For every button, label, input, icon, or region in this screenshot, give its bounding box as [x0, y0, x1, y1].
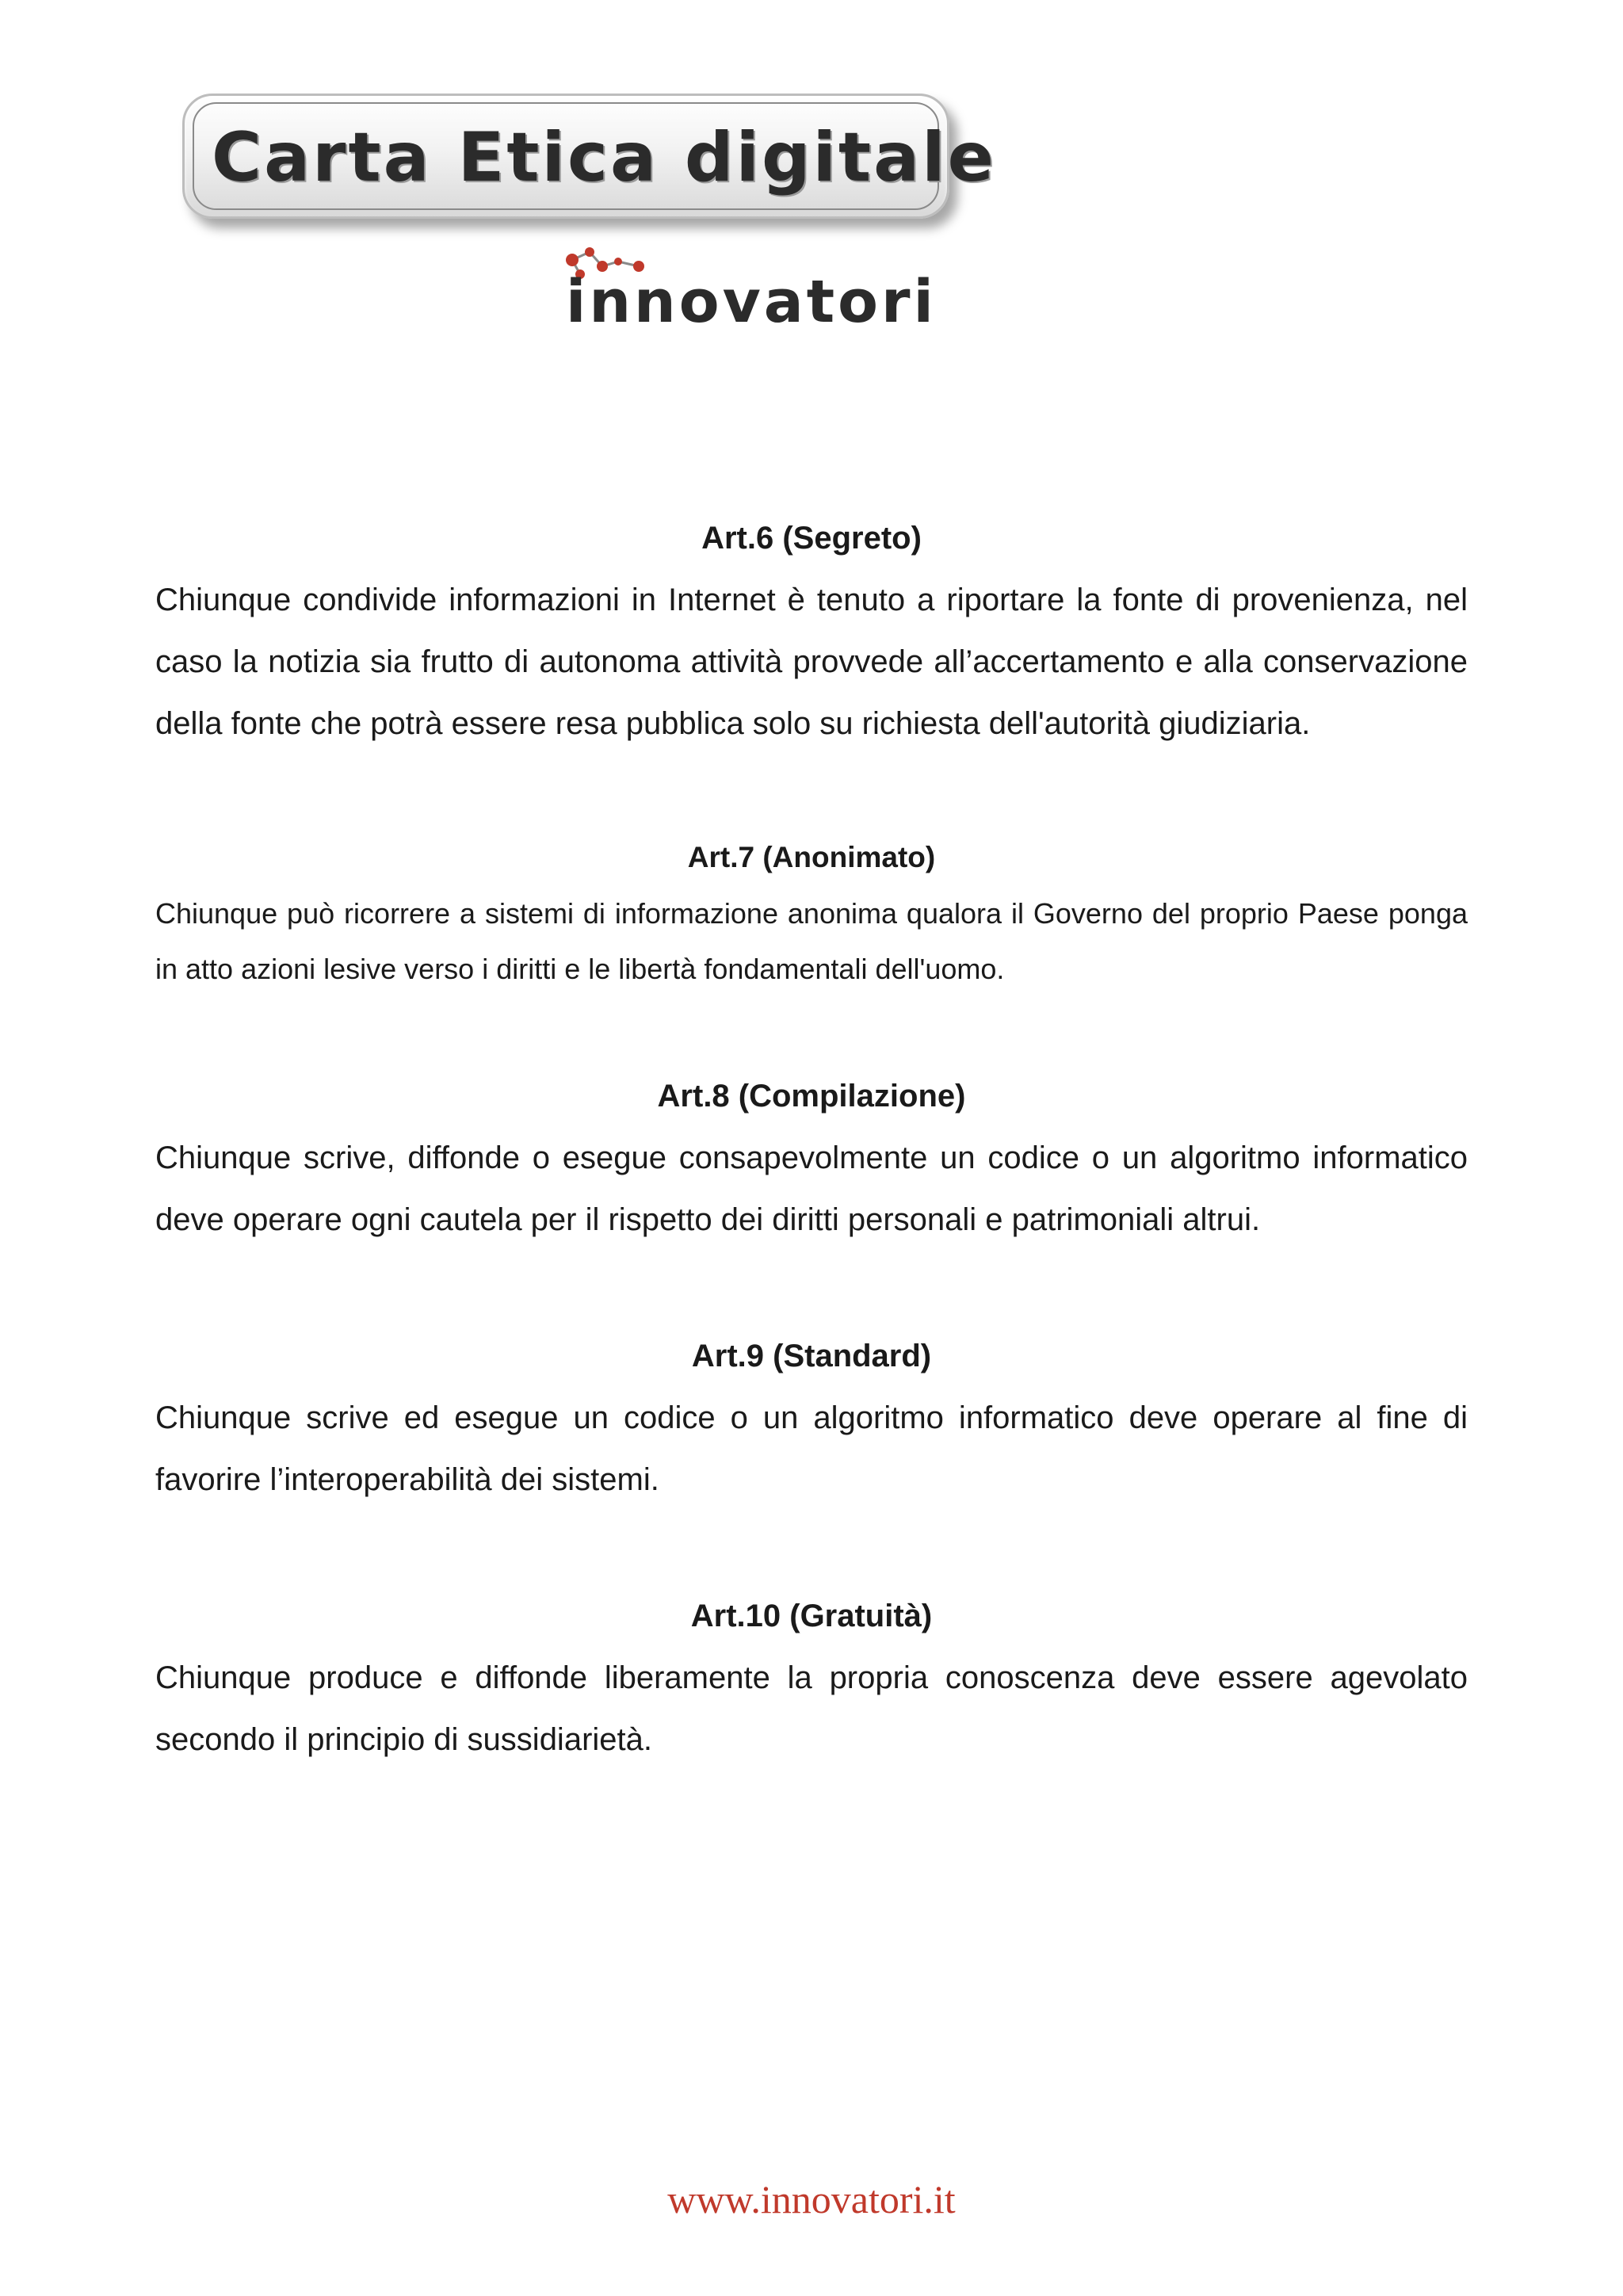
article-text: Chiunque condivide informazioni in Internet è tenuto a riportare la fonte di provenienza, nel caso la notizia sia frutto di autonoma attività provvede all’accertamento e alla conservazione della fonte che potrà essere resa pubblica solo su richiesta dell'autorità giudiziaria. — [155, 583, 1468, 741]
brand-name: innovatori — [566, 268, 937, 336]
article-text: Chiunque può ricorrere a sistemi di informazione anonima qualora il Governo del proprio Paese ponga in atto azioni lesive verso i diritti e le libertà fondamentali dell'uomo. — [155, 897, 1468, 985]
spacer — [155, 1251, 1468, 1325]
article-title: Art.7 (Anonimato) — [687, 841, 936, 873]
article-6 — [155, 507, 1468, 755]
article-text: Chiunque scrive ed esegue un codice o un algoritmo informatico deve operare al fine di favorire l’interoperabilità dei sistemi. — [155, 1400, 1468, 1497]
document-body — [155, 507, 1468, 1771]
spacer — [155, 755, 1468, 829]
article-text: Chiunque scrive, diffonde o esegue consapevolmente un codice o un algoritmo informatico deve operare ogni cautela per il rispetto dei diritti personali e patrimoniali altrui. — [155, 1140, 1468, 1237]
spacer — [155, 1511, 1468, 1585]
article-title: Art.10 (Gratuità) — [690, 1599, 933, 1633]
header — [182, 94, 996, 347]
logo-banner — [182, 94, 996, 219]
article-text: Chiunque produce e diffonde liberamente la propria conoscenza deve essere agevolato secondo il principio di sussidiarietà. — [155, 1660, 1468, 1757]
article-10 — [155, 1585, 1468, 1771]
article-9 — [155, 1325, 1468, 1511]
logo-title: Carta Etica digitale — [212, 118, 996, 197]
article-8 — [155, 1065, 1468, 1251]
article-title: Art.6 (Segreto) — [701, 521, 922, 556]
brand-logo — [563, 243, 935, 338]
article-title: Art.8 (Compilazione) — [657, 1079, 966, 1114]
article-7 — [155, 829, 1468, 997]
website-link[interactable]: www.innovatori.it — [667, 2177, 956, 2222]
article-title: Art.9 (Standard) — [691, 1339, 932, 1373]
spacer — [155, 997, 1468, 1065]
